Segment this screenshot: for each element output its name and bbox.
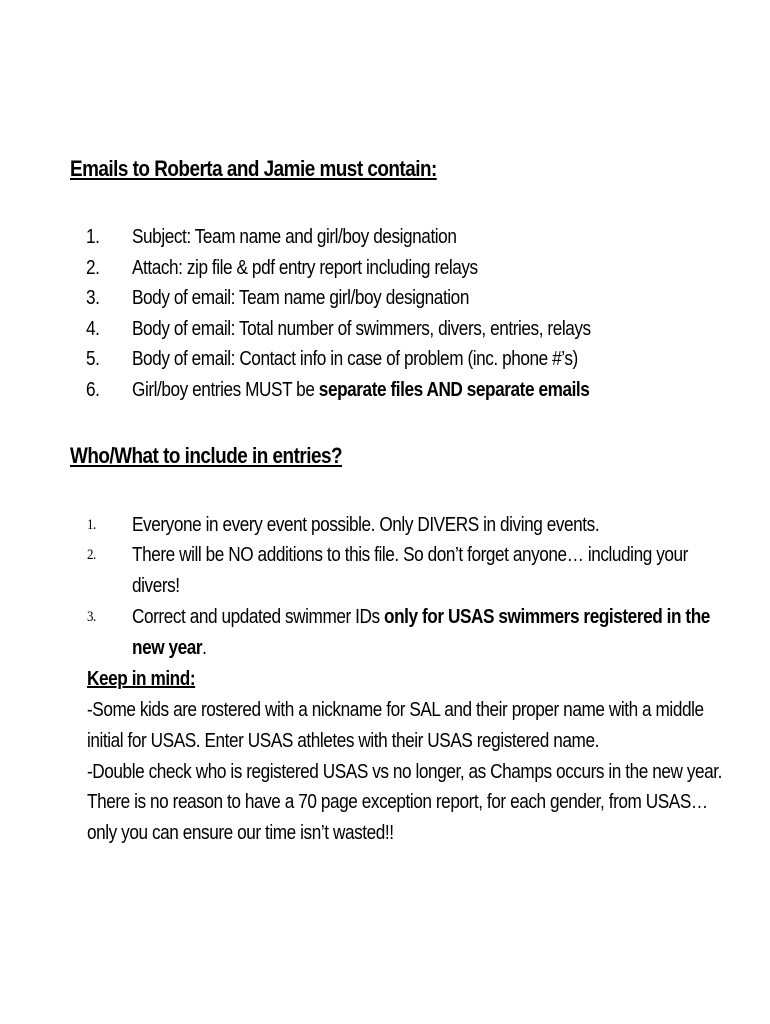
list-number: 3. xyxy=(87,609,96,625)
list-text-regular: Correct and updated swimmer IDs xyxy=(132,606,384,628)
keep-in-mind-line: -Double check who is registered USAS vs no longer, as Champs occurs in the new year. xyxy=(87,761,723,783)
keep-in-mind-line: initial for USAS. Enter USAS athletes with their USAS registered name. xyxy=(87,730,599,752)
list-number: 5. xyxy=(86,348,100,370)
list-number: 2. xyxy=(87,547,96,563)
list-text: Body of email: Total number of swimmers, divers, entries, relays xyxy=(132,318,591,340)
list-text xyxy=(132,375,589,405)
list-number: 4. xyxy=(86,318,100,340)
section-heading-who-what: Who/What to include in entries? xyxy=(70,443,343,468)
list-text-regular: Girl/boy entries MUST be xyxy=(132,379,319,401)
list-text: Subject: Team name and girl/boy designation xyxy=(132,226,457,248)
list-number: 1. xyxy=(86,226,100,248)
keep-in-mind-heading: Keep in mind: xyxy=(87,668,196,690)
list-text xyxy=(132,633,207,663)
list-text: Body of email: Contact info in case of problem (inc. phone #’s) xyxy=(132,348,578,370)
section-heading-emails: Emails to Roberta and Jamie must contain: xyxy=(70,156,437,181)
list-text: divers! xyxy=(132,575,180,597)
list-number: 2. xyxy=(86,257,100,279)
keep-in-mind-line: -Some kids are rostered with a nickname for SAL and their proper name with a middle xyxy=(87,699,704,721)
list-text-bold: only for USAS swimmers registered in the xyxy=(383,606,710,628)
list-number: 1. xyxy=(87,517,96,533)
list-number: 3. xyxy=(86,287,100,309)
list-text xyxy=(132,602,710,632)
list-text-bold: new year xyxy=(132,637,203,659)
keep-in-mind-line: only you can ensure our time isn’t wasted!! xyxy=(87,822,394,844)
list-text: There will be NO additions to this file. So don’t forget anyone… including your xyxy=(132,544,688,566)
list-text: Attach: zip file & pdf entry report including relays xyxy=(132,257,478,279)
list-text-bold: separate files AND separate emails xyxy=(318,379,590,401)
keep-in-mind-line: There is no reason to have a 70 page exception report, for each gender, from USAS… xyxy=(87,791,708,813)
list-number: 6. xyxy=(86,379,100,401)
list-text: Everyone in every event possible. Only DIVERS in diving events. xyxy=(132,514,600,536)
list-text-regular: . xyxy=(202,637,207,659)
list-text: Body of email: Team name girl/boy designation xyxy=(132,287,469,309)
